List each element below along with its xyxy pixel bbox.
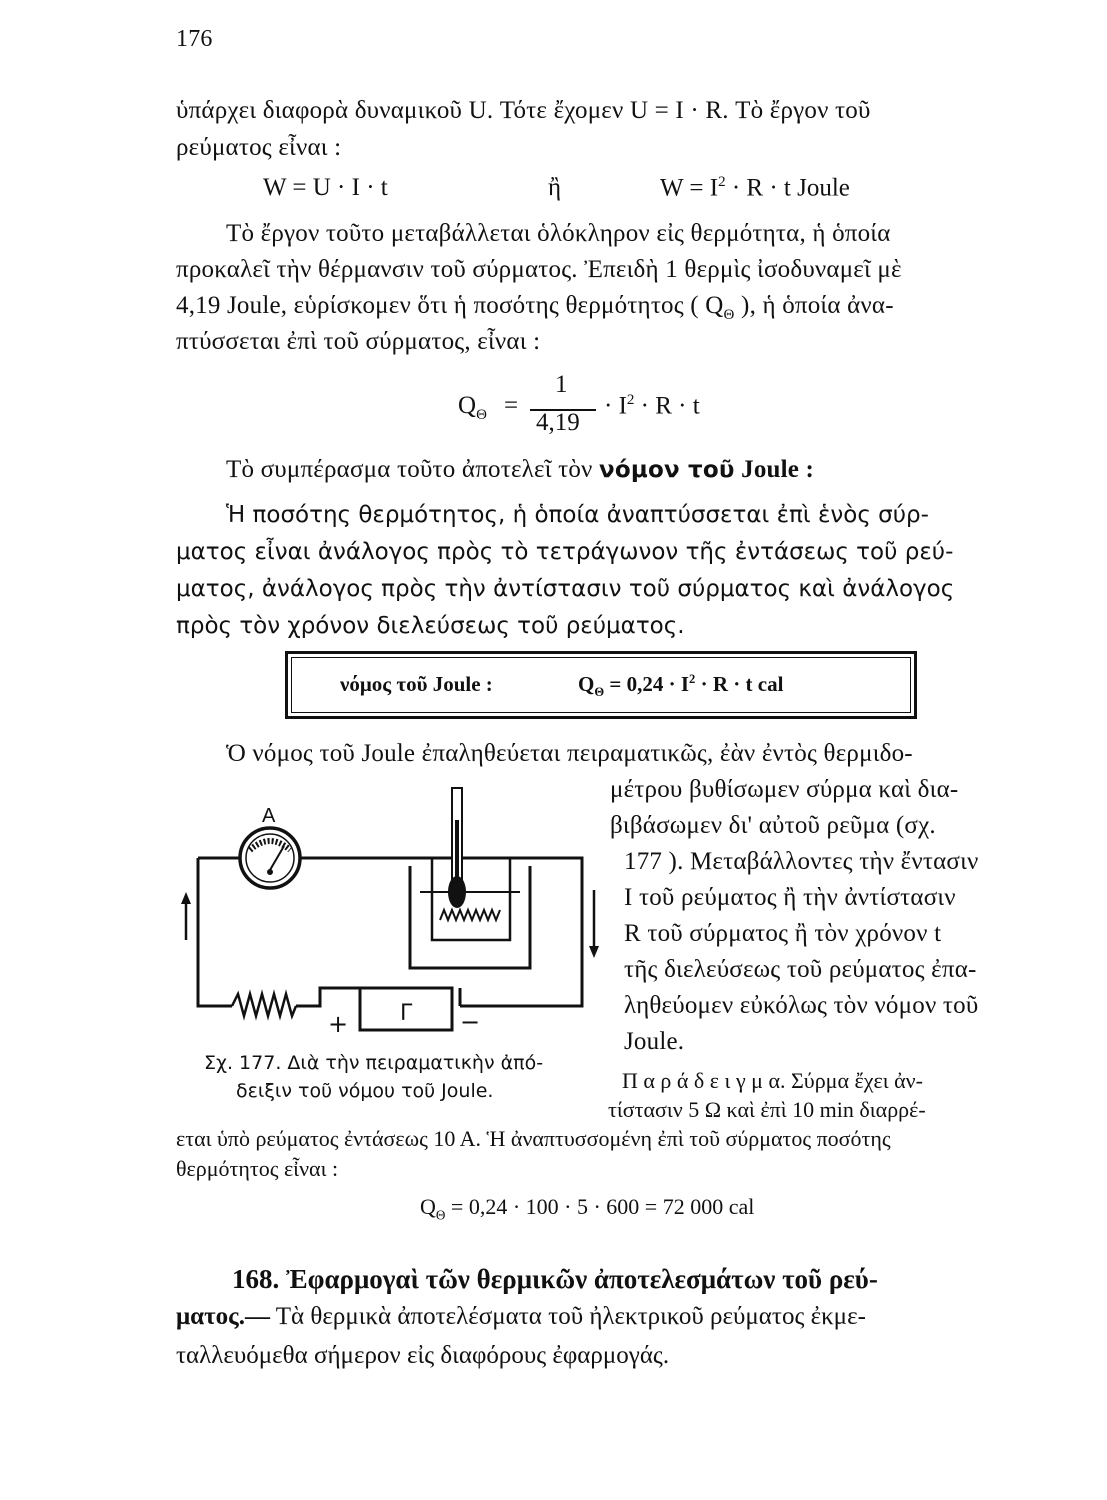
experiment-line-3: βιβάσωμεν δι' αὐτοῦ ρεῦμα (σχ. <box>610 812 936 839</box>
experiment-line-8: ληθεύομεν εὐκόλως τὸν νόμον τοῦ <box>624 992 979 1019</box>
figure-caption-1: Σχ. 177. Διὰ τὴν πειραματικὴν ἀπό- <box>204 1052 544 1074</box>
example-line-3: εται ὑπὸ ρεύματος ἐντάσεως 10 Α. Ἡ ἀναπτυσσομένη ἐπὶ τοῦ σύρματος ποσότης <box>176 1126 891 1151</box>
law-line-2: ματος εἶναι ἀνάλογος πρὸς τὸ τετράγωνον τῆς ἐντάσεως τοῦ ρεύ- <box>176 539 954 565</box>
example-line-1: Π α ρ ά δ ε ι γ μ α. Σύρμα ἔχει ἀν- <box>622 1068 923 1093</box>
text-line-7: Τὸ συμπέρασμα τοῦτο ἀποτελεῖ τὸν νόμον τοῦ Joule : <box>226 456 815 483</box>
section-line-2: ματος.— Τὰ θερμικὰ ἀποτελέσματα τοῦ ἠλεκτρικοῦ ρεύματος ἐκμε- <box>176 1303 866 1330</box>
experiment-line-4: 177 ). Μεταβάλλοντες τὴν ἔντασιν <box>624 848 979 875</box>
figure-caption-2: δειξιν τοῦ νόμου τοῦ Joule. <box>236 1080 494 1102</box>
text-line-4: προκαλεῖ τὴν θέρμανσιν τοῦ σύρματος. Ἐπειδὴ 1 θερμὶς ἰσοδυναμεῖ μὲ <box>176 256 902 283</box>
equation-heat-lhs: $Q_\Theta$ <box>458 392 487 423</box>
ammeter-icon <box>240 828 300 888</box>
section-heading: 168. Ἐφαρμογαὶ τῶν θερμικῶν ἀποτελεσμάτων τοῦ ρεύ- <box>232 1264 878 1294</box>
text-line-6: πτύσσεται ἐπὶ τοῦ σύρματος, εἶναι : <box>176 328 541 355</box>
text-line-5: 4,19 Joule, εὑρίσκομεν ὅτι ἡ ποσότης θερμότητος ( $Q_\Theta$ ), ἡ ὁποία ἀνα- <box>176 292 894 323</box>
law-line-4: πρὸς τὸν χρόνον διελεύσεως τοῦ ρεύματος. <box>176 613 685 639</box>
current-arrow-left-icon <box>181 892 191 940</box>
equation-work-1: W = U · I · t <box>263 174 388 201</box>
fraction-denominator: 4,19 <box>536 409 580 436</box>
example-equation: $Q_\Theta = 0,24 \cdot 100 \cdot 5 \cdot 600 = 72$ 000 cal <box>420 1194 755 1223</box>
experiment-line-6: R τοῦ σύρματος ἢ τὸν χρόνον t <box>624 920 942 947</box>
experiment-line-1: Ὁ νόμος τοῦ Joule ἐπαληθεύεται πειραματικῶς, ἐὰν ἐντὸς θερμιδο- <box>226 740 913 767</box>
experiment-line-2: μέτρου βυθίσωμεν σύρμα καὶ δια- <box>610 776 959 803</box>
text-line-2: ρεύματος εἶναι : <box>176 134 342 161</box>
equation-heat-equals: = <box>504 392 519 419</box>
experiment-line-5: I τοῦ ρεύματος ἢ τὴν ἀντίστασιν <box>624 884 956 911</box>
source-label: Γ <box>400 1001 413 1026</box>
circuit-diagram <box>170 780 610 1040</box>
law-line-3: ματος, ἀνάλογος πρὸς τὴν ἀντίστασιν τοῦ σύρματος καὶ ἀνάλογος <box>176 576 955 602</box>
equation-work-2: $W = I^2 \cdot R \cdot t$ Joule <box>660 174 850 202</box>
example-line-4: θερμότητος εἶναι : <box>176 1156 339 1181</box>
current-arrow-right-icon <box>589 890 599 958</box>
law-box-label: νόμος τοῦ Joule : <box>340 672 493 696</box>
heating-coil-icon <box>440 910 500 920</box>
equation-heat-rhs: · $I^2 \cdot R \cdot t$ <box>604 392 700 420</box>
law-box-formula: $Q_\Theta = 0,24 \cdot I^2 \cdot R \cdot t$ cal <box>578 672 784 700</box>
section-line-3: ταλλευόμεθα σήμερον εἰς διαφόρους ἐφαρμογάς. <box>176 1342 670 1369</box>
minus-terminal-label: − <box>460 1008 481 1036</box>
experiment-line-7: τῆς διελεύσεως τοῦ ρεύματος ἐπα- <box>624 956 977 983</box>
resistor-icon <box>232 994 296 1016</box>
law-line-1: Ἡ ποσότης θερμότητος, ἡ ὁποία ἀναπτύσσεται ἐπὶ ἑνὸς σύρ- <box>226 502 929 528</box>
text-line-1: ὑπάρχει διαφορὰ δυναμικοῦ U. Τότε ἔχομεν U = I · R. Τὸ ἔργον τοῦ <box>176 97 871 124</box>
page-number: 176 <box>176 26 213 52</box>
ammeter-label: A <box>262 805 276 827</box>
plus-terminal-label: + <box>328 1010 349 1038</box>
example-line-2: τίστασιν 5 Ω καὶ ἐπὶ 10 min διαρρέ- <box>608 1097 926 1122</box>
text-line-3: Τὸ ἔργον τοῦτο μεταβάλλεται ὁλόκληρον εἰς θερμότητα, ἡ ὁποία <box>226 220 891 247</box>
experiment-line-9: Joule. <box>624 1028 685 1055</box>
thermometer-icon <box>448 788 466 908</box>
equation-or: ἢ <box>548 174 562 201</box>
fraction-numerator: 1 <box>555 371 568 398</box>
